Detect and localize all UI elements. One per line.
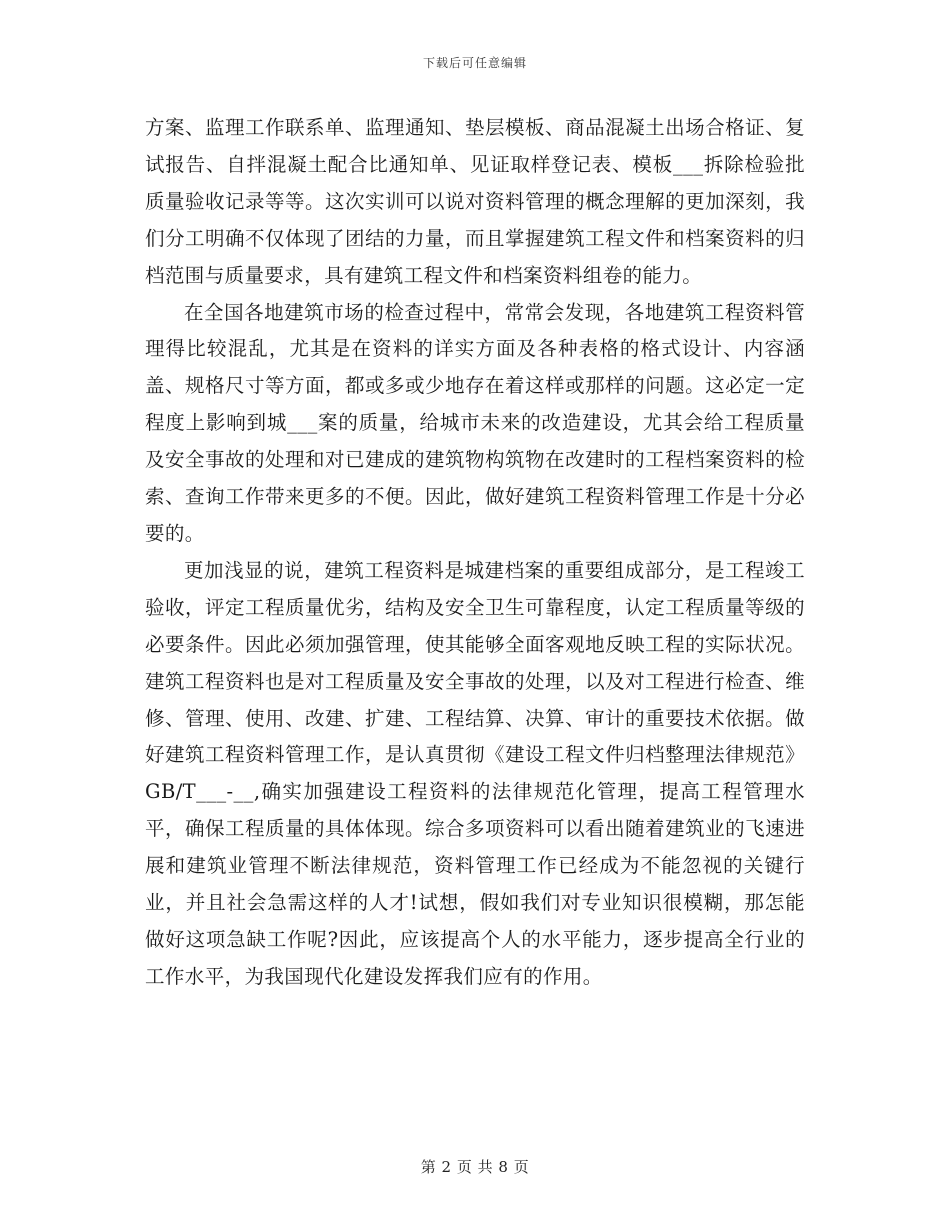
page-number-footer: 第 2 页 共 8 页 [420,1158,530,1176]
paragraph-importance: 更加浅显的说，建筑工程资料是城建档案的重要组成部分，是工程竣工验收，评定工程质量优劣，结构及安全卫生可靠程度，认定工程质量等级的必要条件。因此必须加强管理，使其能够全面客观地反映工程的实际状况。建筑工程资料也是对工程质量及安全事故的处理，以及对工程进行检查、维修、管理、使用、改建、扩建、工程结算、决算、审计的重要技术依据。做好建筑工程资料管理工作，是认真贯彻《建设工程文件归档整理法律规范》GB/T___-__,确实加强建设工程资料的法律规范化管理，提高工程管理水平，确保工程质量的具体体现。综合多项资料可以看出随着建筑业的飞速进展和建筑业管理不断法律规范，资料管理工作已经成为不能忽视的关键行业，并且社会急需这样的人才!试想，假如我们对专业知识很模糊，那怎能做好这项急缺工作呢?因此，应该提高个人的水平能力，逐步提高全行业的工作水平，为我国现代化建设发挥我们应有的作用。 [145,558,805,988]
paragraph-market-inspection: 在全国各地建筑市场的检查过程中，常常会发现，各地建筑工程资料管理得比较混乱，尤其是在资料的详实方面及各种表格的格式设计、内容涵盖、规格尺寸等方面，都或多或少地存在着这样或那样的问题。这必定一定程度上影响到城___案的质量，给城市未来的改造建设，尤其会给工程质量及安全事故的处理和对已建成的建筑物构筑物在改建时的工程档案资料的检索、查询工作带来更多的不便。因此，做好建筑工程资料管理工作是十分必要的。 [145,300,805,545]
document-body [145,110,805,996]
page-header: 下载后可任意编辑 [422,56,527,70]
paragraph-continuation: 方案、监理工作联系单、监理通知、垫层模板、商品混凝土出场合格证、复试报告、自拌混凝土配合比通知单、见证取样登记表、模板___拆除检验批质量验收记录等等。这次实训可以说对资料管理的概念理解的更加深刻，我们分工明确不仅体现了团结的力量，而且掌握建筑工程文件和档案资料的归档范围与质量要求，具有建筑工程文件和档案资料组卷的能力。 [145,116,805,287]
